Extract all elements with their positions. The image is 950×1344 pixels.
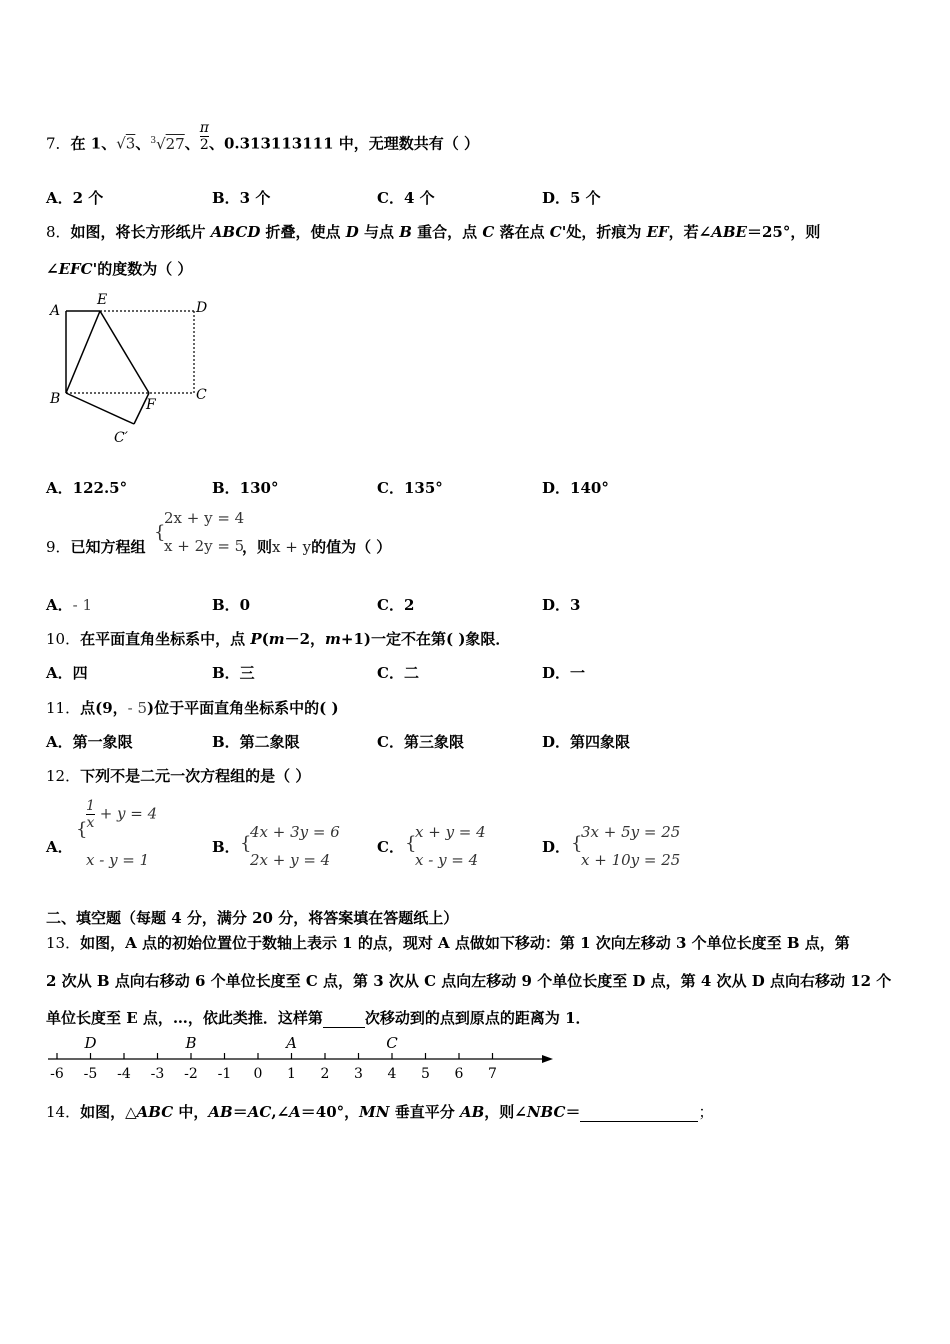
label-E: E <box>97 292 108 308</box>
q9-system-brace: { <box>154 522 166 543</box>
q10-option-b[interactable]: B．三 <box>212 664 255 682</box>
q13-number-line <box>40 1034 560 1084</box>
tick-label: 3 <box>354 1066 363 1082</box>
point-label-A: A <box>286 1034 297 1052</box>
sqrt-3: √3 <box>116 134 136 153</box>
axis-ticks <box>57 1053 493 1059</box>
question-8-stem-line1: 8．如图，将长方形纸片 ABCD 折叠，使点 D 与点 B 重合，点 C 落在点 C'处，折痕为 EF，若∠ABE＝25°，则 <box>46 223 821 241</box>
question-12-stem: 12．下列不是二元一次方程组的是（ ） <box>46 767 311 785</box>
q12-option-c[interactable]: C． <box>377 838 404 856</box>
segment-BE <box>66 311 100 393</box>
q9-option-b[interactable]: B．0 <box>212 596 251 614</box>
axis-point-labels <box>83 1034 398 1052</box>
tick-label: -5 <box>83 1066 98 1082</box>
q10-option-d[interactable]: D．一 <box>542 664 586 682</box>
q12a-equation-1: $\frac{1}{x}$ + y = 4 <box>86 798 158 831</box>
cube-root-27: $^3$√27 <box>150 134 185 153</box>
question-13-line3: 单位长度至 E 点，…，依此类推．这样第 次移动到的点到原点的距离为 1． <box>46 1009 591 1027</box>
tick-label: -2 <box>184 1066 198 1082</box>
q9-option-d[interactable]: D．3 <box>542 596 581 614</box>
label-B: B <box>50 391 61 407</box>
q7-option-b[interactable]: B．3 个 <box>212 189 271 207</box>
q7-option-c[interactable]: C．4 个 <box>377 189 435 207</box>
tick-label: 5 <box>421 1066 430 1082</box>
q11-option-c[interactable]: C．第三象限 <box>377 733 464 751</box>
question-9-stem-tail: ，则x + y的值为（ ） <box>242 538 392 556</box>
axis-arrow-icon <box>542 1055 553 1063</box>
tick-label: -4 <box>117 1066 131 1082</box>
tick-label: -3 <box>150 1066 165 1082</box>
question-13-line2: 2 次从 B 点向右移动 6 个单位长度至 C 点，第 3 次从 C 点向左移动 9 个单位长度至 D 点，第 4 次从 D 点向右移动 12 个 <box>46 972 892 990</box>
tick-label: 6 <box>454 1066 464 1082</box>
q12b-equation-1: 4x + 3y = 6 <box>250 823 340 841</box>
pi-over-2: $\frac{\pi}{2}$ <box>199 120 209 153</box>
label-F: F <box>146 397 156 413</box>
tick-label: 0 <box>253 1066 263 1082</box>
label-A: A <box>50 303 61 319</box>
q12d-equation-2: x + 10y = 25 <box>581 851 681 869</box>
q11-option-a[interactable]: A．第一象限 <box>46 733 133 751</box>
axis-tick-labels <box>50 1066 497 1082</box>
q8-option-d[interactable]: D．140° <box>542 479 609 497</box>
q12b-equation-2: 2x + y = 4 <box>250 851 331 869</box>
point-label-C: C <box>386 1034 398 1052</box>
label-C-prime: C′ <box>114 430 128 446</box>
q8-option-c[interactable]: C．135° <box>377 479 443 497</box>
question-9-stem-lead: 9．已知方程组 <box>46 538 146 556</box>
q11-option-d[interactable]: D．第四象限 <box>542 733 631 751</box>
tick-label: 1 <box>287 1066 296 1082</box>
q8-option-b[interactable]: B．130° <box>212 479 279 497</box>
q12d-equation-1: 3x + 5y = 25 <box>581 823 681 841</box>
q12c-equation-1: x + y = 4 <box>415 823 486 841</box>
segment-BCprime <box>66 393 134 424</box>
q12c-equation-2: x - y = 4 <box>415 851 479 869</box>
question-10-stem: 10．在平面直角坐标系中，点 P(m－2，m+1)一定不在第( )象限． <box>46 630 511 648</box>
q10-option-c[interactable]: C．二 <box>377 664 419 682</box>
question-number: 7． <box>46 134 71 153</box>
tick-label: 2 <box>320 1066 330 1082</box>
answer-blank-13[interactable] <box>323 1009 365 1028</box>
question-13-line1: 13．如图，A 点的初始位置位于数轴上表示 1 的点，现对 A 点做如下移动：第 1 次向左移动 3 个单位长度至 B 点，第 <box>46 934 850 952</box>
tick-label: 7 <box>488 1066 497 1082</box>
segment-EF <box>100 311 149 393</box>
tick-label: -6 <box>50 1066 64 1082</box>
q11-option-b[interactable]: B．第二象限 <box>212 733 300 751</box>
tick-label: -1 <box>217 1066 232 1082</box>
q12-option-a[interactable]: A． <box>46 838 73 856</box>
q10-option-a[interactable]: A．四 <box>46 664 88 682</box>
q12a-equation-2: x - y = 1 <box>86 851 150 869</box>
question-11-stem: 11．点(9，- 5)位于平面直角坐标系中的( ) <box>46 699 339 717</box>
q7-option-d[interactable]: D．5 个 <box>542 189 601 207</box>
answer-blank-14[interactable] <box>580 1103 698 1122</box>
q9-option-a[interactable]: A．- 1 <box>46 596 93 614</box>
q8-fold-figure <box>46 290 226 450</box>
label-D: D <box>196 300 208 316</box>
q9-option-c[interactable]: C．2 <box>377 596 415 614</box>
q12-option-b[interactable]: B． <box>212 838 240 856</box>
tick-label: 4 <box>387 1066 397 1082</box>
question-14-stem: 14．如图，△ABC 中，AB＝AC,∠A＝40°，MN 垂直平分 AB，则∠NBC＝ ； <box>46 1103 714 1121</box>
q12-option-d[interactable]: D． <box>542 838 571 856</box>
point-label-D: D <box>84 1034 97 1052</box>
q9-equation-2: x + 2y = 5 <box>164 537 245 555</box>
q9-equation-1: 2x + y = 4 <box>164 509 245 527</box>
question-7-stem: 7．在 1、√3、$^3$√27、 $\frac{\pi}{2}$ 、0.313113111 中，无理数共有（ ） <box>46 120 479 153</box>
point-label-B: B <box>185 1034 197 1052</box>
section-2-title: 二、填空题（每题 4 分，满分 20 分，将答案填在答题纸上） <box>46 909 459 927</box>
q8-option-a[interactable]: A．122.5° <box>46 479 128 497</box>
question-8-stem-line2: ∠EFC'的度数为（ ） <box>46 260 193 278</box>
q7-option-a[interactable]: A．2 个 <box>46 189 104 207</box>
label-C: C <box>196 387 207 403</box>
